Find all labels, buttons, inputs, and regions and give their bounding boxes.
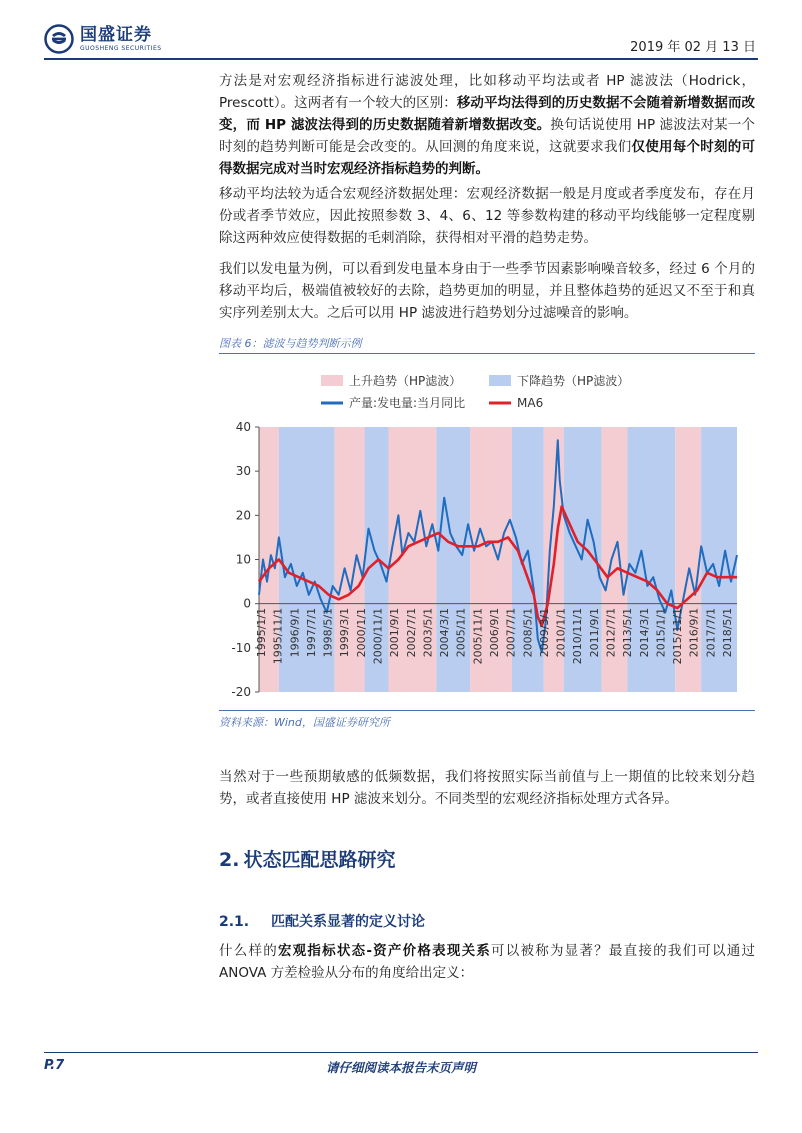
subsection-title: 匹配关系显著的定义讨论 — [271, 914, 425, 930]
section-title: 状态匹配思路研究 — [243, 849, 396, 871]
x-tick-label: 1997/7/1 — [304, 607, 318, 658]
x-axis-labels — [255, 608, 734, 664]
x-tick-label: 2015/1/1 — [654, 607, 668, 658]
p5-bold-b: 宏观指标状态-资产价格表现关系 — [277, 943, 492, 959]
x-tick-label: 2003/5/1 — [421, 607, 435, 658]
y-tick-label: -20 — [231, 685, 251, 699]
legend-swatch-up — [321, 375, 343, 386]
x-tick-label: 2006/9/1 — [487, 607, 501, 658]
x-tick-label: 2017/7/1 — [704, 607, 718, 658]
chart-container — [219, 362, 755, 708]
x-tick-label: 2000/11/1 — [371, 607, 385, 665]
legend-label-up: 上升趋势（HP滤波） — [349, 374, 462, 388]
x-tick-label: 2005/1/1 — [454, 607, 468, 658]
x-tick-label: 2009/3/1 — [537, 607, 551, 658]
y-tick-label: 20 — [235, 508, 251, 523]
header-divider — [44, 58, 758, 60]
x-tick-label: 2000/1/1 — [354, 607, 368, 658]
x-tick-label: 2010/1/1 — [554, 607, 568, 658]
paragraph-low-frequency: 当然对于一些预期敏感的低频数据，我们将按照实际当前值与上一期值的比较来划分趋势，或者直接使用 HP 滤波来划分。不同类型的宏观经济指标处理方式各异。 — [219, 769, 755, 807]
report-date: 2019 年 02 月 13 日 — [630, 40, 756, 55]
trend-chart — [219, 362, 755, 708]
legend-label-ma: MA6 — [517, 396, 544, 410]
page-number: P.7 — [44, 1058, 65, 1073]
y-tick-label: 40 — [235, 420, 251, 434]
y-tick-label: 30 — [235, 464, 251, 479]
x-tick-label: 1995/11/1 — [271, 607, 285, 665]
paragraph-filtering-method — [219, 70, 755, 180]
x-tick-label: 2013/5/1 — [621, 607, 635, 658]
subsection-number: 2.1. — [219, 914, 250, 930]
x-tick-label: 1996/9/1 — [288, 607, 302, 658]
x-tick-label: 2015/11/1 — [671, 607, 685, 665]
x-tick-label: 1995/1/1 — [254, 607, 268, 658]
x-tick-label: 2005/11/1 — [471, 607, 485, 665]
x-tick-label: 2008/5/1 — [521, 607, 535, 658]
subsection-heading — [219, 911, 425, 931]
legend-label-raw: 产量:发电量:当月同比 — [349, 396, 466, 410]
paragraph-power-example: 我们以发电量为例，可以看到发电量本身由于一些季节因素影响噪音较多，经过 6 个月的移动平均后，极端值被较好的去除，趋势更加的明显，并且整体趋势的延迟又不至于和真实序列差别太大。之后可以用 HP 滤波进行趋势划分过滤噪音的影响。 — [219, 261, 755, 321]
footer-divider — [44, 1052, 758, 1053]
paragraph-moving-average: 移动平均法较为适合宏观经济数据处理：宏观经济数据一般是月度或者季度发布，存在月份或者季节效应，因此按照参数 3、4、6、12 等参数构建的移动平均线能够一定程度剔除这两种效应使得数据的毛刺消除，获得相对平滑的趋势走势。 — [219, 186, 755, 246]
figure-bottom-rule — [219, 710, 755, 711]
disclaimer-note: 请仔细阅读本报告末页声明 — [325, 1060, 476, 1075]
p1-bold-d: 仅使用每个时刻的可得数据完成对当时宏观经济指标趋势的判断。 — [219, 139, 755, 177]
x-tick-label: 2016/9/1 — [687, 607, 701, 658]
paragraph-anova — [219, 940, 755, 984]
x-tick-label: 2012/7/1 — [604, 607, 618, 658]
figure-source: 资料来源：Wind，国盛证券研究所 — [219, 716, 390, 729]
y-tick-label: 0 — [243, 596, 251, 611]
x-tick-label: 2007/7/1 — [504, 607, 518, 658]
logo-icon — [44, 24, 74, 54]
p1-text-c: 换句话说使用 HP 滤波法对某一个时刻的趋势判断可能是会改变的。从回测的角度来说，这就要求我们 — [219, 117, 756, 155]
company-logo — [44, 24, 162, 54]
x-tick-label: 2011/9/1 — [587, 607, 601, 658]
figure-title: 图表 6：滤波与趋势判断示例 — [219, 337, 362, 350]
regime-band-down — [627, 427, 675, 692]
x-tick-label: 2018/5/1 — [720, 607, 734, 658]
p1-text-a: 方法是对宏观经济指标进行滤波处理，比如移动平均法或者 HP 滤波法（Hodrick，Prescott）。这两者有一个较大的区别： — [219, 73, 755, 111]
y-tick-label: 10 — [235, 552, 251, 567]
section-number: 2. — [219, 849, 240, 871]
x-tick-label: 1999/3/1 — [338, 607, 352, 658]
y-tick-label: -10 — [231, 640, 251, 655]
chart-legend — [321, 373, 629, 410]
x-tick-label: 2014/3/1 — [637, 607, 651, 658]
legend-label-down: 下降趋势（HP滤波） — [517, 374, 630, 388]
figure-top-rule — [219, 353, 755, 354]
x-tick-label: 1998/5/1 — [321, 607, 335, 658]
legend-swatch-down — [489, 375, 511, 386]
logo-name: 国盛证券 — [80, 24, 152, 45]
x-tick-label: 2010/11/1 — [571, 607, 585, 665]
x-tick-label: 2001/9/1 — [388, 607, 402, 658]
x-tick-label: 2004/3/1 — [438, 607, 452, 658]
p1-bold-b: 移动平均法得到的历史数据不会随着新增数据而改变，而 HP 滤波法得到的历史数据随着新增数据改变。 — [219, 95, 756, 133]
section-heading — [219, 845, 395, 872]
x-tick-label: 2002/7/1 — [404, 607, 418, 658]
logo-en: GUOSHENG SECURITIES — [80, 44, 162, 52]
p5-text-c: 可以被称为显著？最直接的我们可以通过 ANOVA 方差检验从分布的角度给出定义： — [219, 943, 756, 981]
p5-text-a: 什么样的 — [219, 943, 278, 959]
